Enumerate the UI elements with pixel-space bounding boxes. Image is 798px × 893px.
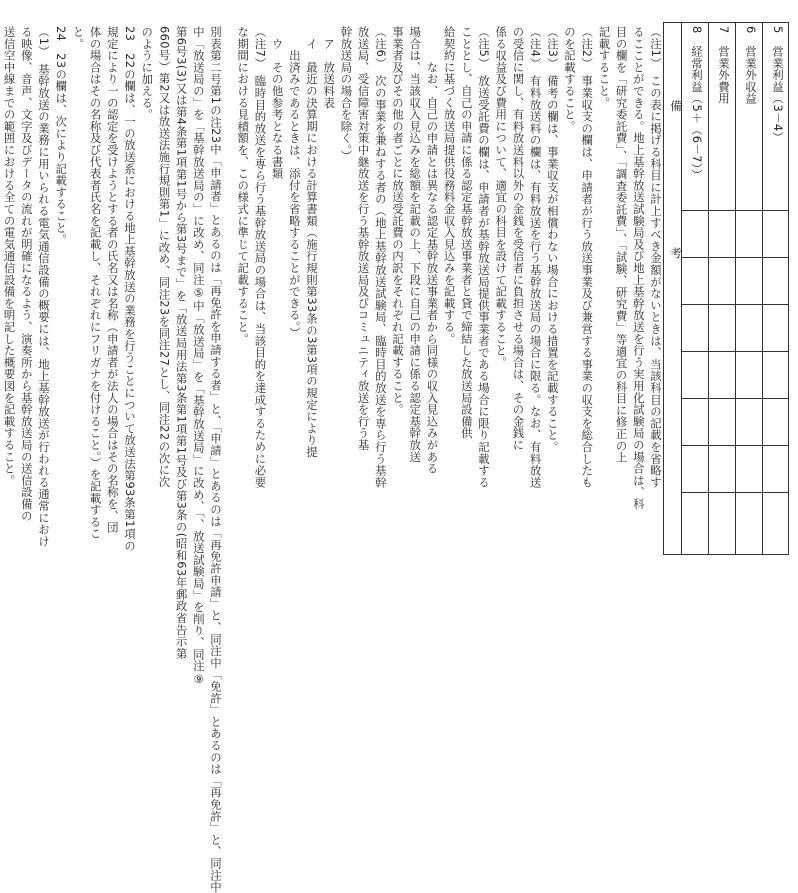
text-column: （注4） 有料放送料の欄は、有料放送を行う基幹放送局の場合に限る。なお、有料放送 xyxy=(528,26,543,489)
text-column: 規定により一の認定を受けようとする者の氏名又は名称（申請者が法人の場合はその名称を、団 xyxy=(105,26,120,534)
table-row-label: 5 営業利益（3－4） xyxy=(771,26,785,144)
text-column: （注3） 備考の欄は、事業収支が相償わない場合における措置を記載すること。 xyxy=(545,26,560,453)
text-column: イ 最近の決算期における計算書類（施行規則第33条の3第3項の規定により提 xyxy=(305,26,319,458)
text-column: 場合は、当該収入見込みを総額を記載の上、下段に自己の申請に係る認定基幹放送 xyxy=(408,26,423,463)
text-column: 係る収益及び費用について、適宜の科目を設けて記載すること。 xyxy=(494,26,509,369)
text-column: と。 xyxy=(71,26,86,50)
text-column: （注7） 臨時目的放送を専ら行う基幹放送局の場合は、当該目的を達成するために必要 xyxy=(253,26,268,489)
text-column: 体の場合はその名称及び代表者氏名を記載し、それぞれにフリガナを付けること。）を記載するこ xyxy=(88,26,103,540)
table-rule xyxy=(735,22,736,555)
text-column: のように加える。 xyxy=(140,26,155,121)
text-column: 別表第二号第1の注23中「申請者」とあるのは「再免許を申請する者」と、「申請」とあるのは「再免許申請」と、同注中「免許」とあるのは「再免許」と、同注中 xyxy=(209,26,223,893)
text-column: な期間における見積額を、この様式に準じて記載すること。 xyxy=(236,26,251,345)
text-column: 事業者及びその他の者ごとに放送受託費の内訳をそれぞれ記載すること。 xyxy=(391,26,405,416)
text-column: 中「放送局の」を「基幹放送局の」に改め、同注⑤中「放送局」を「基幹放送局」に改め、「、放送試験局」を削り、同注⑨ xyxy=(191,26,206,687)
text-column: 送信空中線までの範囲における全ての電気通信設備を明記した概要図を記載すること。 xyxy=(2,26,17,487)
text-column: ウ その他参考となる書類 xyxy=(270,26,285,180)
table-row-label: 7 営業外費用 xyxy=(717,26,731,105)
text-column: の受信に関し、有料放送料以外の金銭を受信者に負担させる場合は、その金銭に xyxy=(511,26,526,451)
text-column: なお、自己の申請とは異なる認定基幹放送事業者から同様の収入見込みがある xyxy=(425,26,440,475)
table-rule xyxy=(762,22,763,555)
text-column: （注2） 事業収支の欄は、申請者が行う放送事業及び兼営する事業の収支を総合したも xyxy=(580,26,595,489)
text-column: （注6） 次の事業を兼ねする者の（地上基幹放送試験局、臨時目的放送を専ら行う基幹 xyxy=(373,26,388,489)
text-column: 幹放送局の場合を除く。） xyxy=(339,26,354,162)
text-column: 24 23の欄は、次により記載すること。 xyxy=(54,26,69,246)
text-column: （注5） 放送受託費の欄は、申請者が基幹放送局提供事業者である場合に限り記載する xyxy=(477,26,491,489)
text-column: 23 22の欄は、一の放送系における地上基幹放送の業務を行うことについて放送法第93条第1項の xyxy=(123,26,137,552)
text-column: 出済みであるときは、添付を省略することができる。） xyxy=(287,26,302,339)
text-column: ア 放送料表 xyxy=(322,26,337,109)
text-column: （1） 基幹放送の業務に用いられる電気通信設備の概要には、地上基幹放送が行われる通常におけ xyxy=(37,26,51,548)
text-column: 記載すること。 xyxy=(597,26,612,109)
text-column: 放送局、受信障害対策中継放送を行う基幹放送局及びコミュニティ放送を行う基 xyxy=(356,26,371,451)
table-rule xyxy=(708,22,709,555)
table-row-label: 8 経常利益（5＋（6－7）） xyxy=(690,26,704,181)
table-row-label: 6 営業外収益 xyxy=(744,26,758,105)
text-column: こととし、自己の申請に係る認定基幹放送事業者と貸で締結した放送局設備供 xyxy=(459,26,474,439)
text-column: 目の欄を「研究委託費」、「調査委託費」、「試験、研究費」等適宜の科目に修正の上 xyxy=(614,26,629,464)
text-column: 660号）第2又は放送法施行規則第1」に改め、同注23を同注27とし、同注22の次に次 xyxy=(157,26,172,488)
text-column: るこことができる。地上基幹放送試験局及び地上基幹放送を行う実用化試験局の場合は、科 xyxy=(631,26,646,510)
text-column: （注1） この表に掲げる科目に計上すべき金額がないときは、当該科目の記載を省略す xyxy=(649,26,663,489)
remarks-header: 備 考 xyxy=(669,100,683,321)
text-column: る映像、音声、文字及びデータの流れが明確になるよう、演奏所から基幹放送局の送信設備の xyxy=(19,26,34,522)
text-column: 給契約に基づく放送局提供役務料金収入見込みを記載する。 xyxy=(442,26,457,345)
text-column: のを記載すること。 xyxy=(563,26,577,133)
table-rule xyxy=(663,22,681,23)
text-column: 第6号3(3)又は第4条第1項第1号から第3号まで」を「放送局用法第3条第1項第1号及び第3条の(昭和63年郵政省告示第 xyxy=(174,26,189,660)
